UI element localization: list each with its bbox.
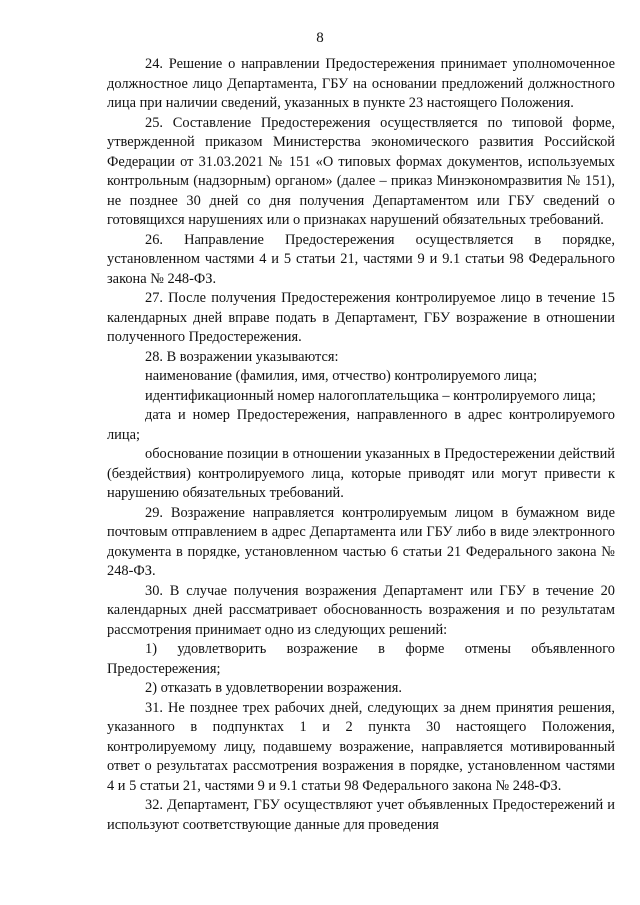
paragraph-30-option-1: 1) удовлетворить возражение в форме отмены объявленного Предостережения; (107, 641, 615, 677)
paragraph-28-item-inn: идентификационный номер налогоплательщика – контролируемого лица; (145, 387, 596, 404)
paragraph-28: 28. В возражении указываются: (145, 348, 339, 365)
paragraph-28-item-name: наименование (фамилия, имя, отчество) контролируемого лица; (145, 368, 538, 384)
paragraph-27: 27. После получения Предостережения контролируемое лицо в течение 15 календарных дней вправе подать в Департамент, ГБУ возражение в отношении полученного Предостережения. (107, 290, 615, 345)
document-body (107, 55, 615, 835)
paragraph-24: 24. Решение о направлении Предостережения принимает уполномоченное должностное лицо Департамента, ГБУ на основании предложений должностного лица при наличии сведений, указанных в пункте 23 настоящего Положения. (107, 56, 615, 111)
page-number: 8 (316, 30, 324, 46)
paragraph-31: 31. Не позднее трех рабочих дней, следующих за днем принятия решения, указанного в подпунктах 1 и 2 пункта 30 настоящего Положения, контролируемому лицу, подавшему возражение, направляется мотивированный ответ о результатах рассмотрения возражения в порядке, установленном частями 4 и 5 статьи 21, частями 9 и 9.1 статьи 98 Федерального закона № 248-ФЗ. (107, 699, 615, 794)
paragraph-25: 25. Составление Предостережения осуществляется по типовой форме, утвержденной приказом Министерства экономического развития Российской Федерации от 31.03.2021 № 151 «О типовых формах документов, используемых контрольным (надзорным) органом» (далее – приказ Минэкономразвития № 151), не позднее 30 дней со дня получения Департаментом или ГБУ сведений о готовящихся нарушениях или о признаках нарушений обязательных требований. (107, 114, 615, 228)
paragraph-30: 30. В случае получения возражения Департамент или ГБУ в течение 20 календарных дней рассматривает обоснованность возражения и по результатам рассмотрения принимает одно из следующих решений: (107, 582, 615, 638)
paragraph-29: 29. Возражение направляется контролируемым лицом в бумажном виде почтовым отправлением в адрес Департамента или ГБУ либо в виде электронного документа в порядке, установленном частью 6 статьи 21 Федерального закона № 248-ФЗ. (107, 504, 615, 579)
paragraph-32: 32. Департамент, ГБУ осуществляют учет объявленных Предостережений и используют соответствующие данные для проведения (107, 797, 615, 833)
paragraph-28-item-date: дата и номер Предостережения, направленного в адрес контролируемого лица; (107, 407, 615, 443)
paragraph-30-option-2: 2) отказать в удовлетворении возражения. (145, 680, 402, 696)
paragraph-26: 26. Направление Предостережения осуществляется в порядке, установленном частями 4 и 5 статьи 21, частями 9 и 9.1 статьи 98 Федерального закона № 248-ФЗ. (107, 231, 615, 287)
paragraph-28-item-justification: обоснование позиции в отношении указанных в Предостережении действий (бездействия) контролируемого лица, которые приводят или могут привести к нарушению обязательных требований. (107, 446, 615, 501)
